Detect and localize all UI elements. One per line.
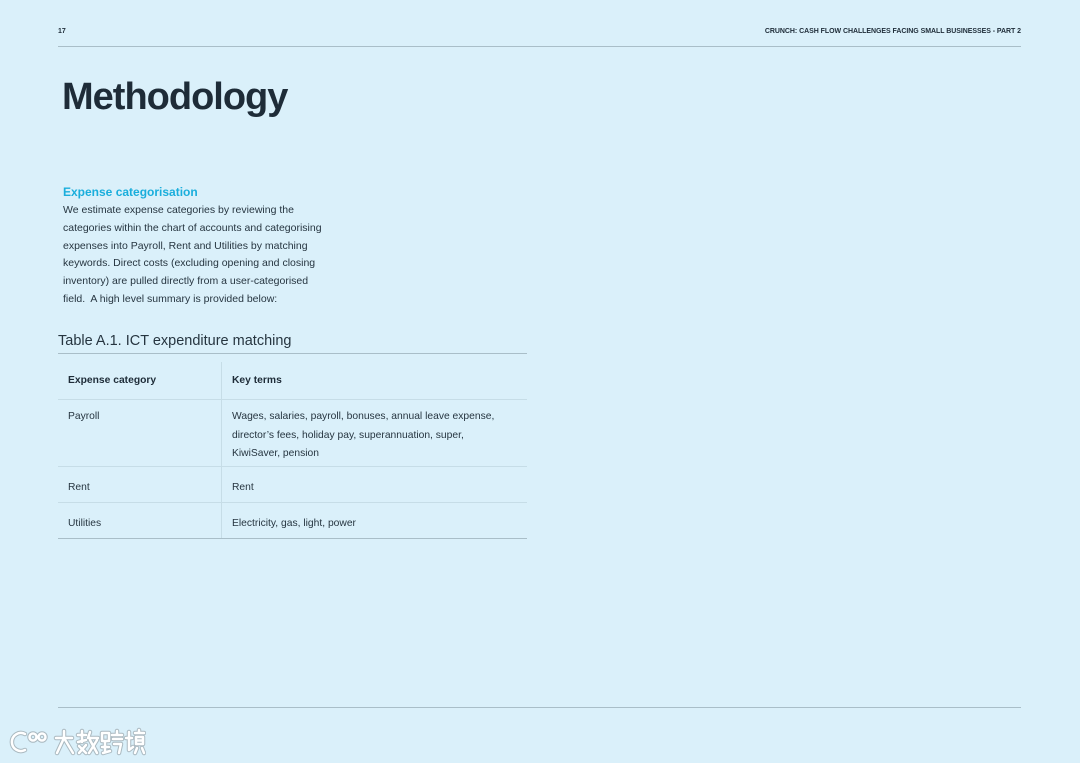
- paragraph-line: expenses into Payroll, Rent and Utilities by matching: [63, 239, 308, 252]
- paragraph-line: inventory) are pulled directly from a user-categorised: [63, 275, 309, 288]
- watermark-logo: [6, 726, 146, 760]
- paragraph-line: field. A high level summary is provided below:: [63, 292, 278, 305]
- paragraph-line: keywords. Direct costs (excluding opening and closing: [63, 257, 316, 270]
- caption-divider: [58, 353, 527, 354]
- expense-table: [58, 362, 527, 539]
- category-cell: [58, 503, 221, 534]
- key-terms-cell: [221, 503, 527, 534]
- key-terms-cell: [221, 400, 527, 464]
- page-title: Methodology: [62, 76, 288, 118]
- table-row: [58, 467, 527, 503]
- footer-divider: [58, 707, 1021, 708]
- paragraph-line: We estimate expense categories by reviewing the: [63, 204, 294, 216]
- key-terms-line: Electricity, gas, light, power: [232, 518, 356, 529]
- key-terms-line: director’s fees, holiday pay, superannuation, super,: [232, 429, 464, 441]
- key-terms-line: KiwiSaver, pension: [232, 448, 320, 459]
- running-title: CRUNCH: CASH FLOW CHALLENGES FACING SMALL BUSINESSES - PART 2: [764, 28, 1021, 35]
- table-row: [58, 400, 527, 467]
- column-header-expense-category: [58, 362, 221, 391]
- key-terms-cell: [221, 467, 527, 498]
- column-header-label: Key terms: [232, 375, 282, 386]
- category-label: Payroll: [68, 411, 100, 422]
- table-caption: Table A.1. ICT expenditure matching: [58, 333, 292, 349]
- page-number: 17: [58, 28, 66, 35]
- section-paragraph: [63, 202, 322, 309]
- section-heading: Expense categorisation: [63, 185, 198, 199]
- table-header-row: [58, 362, 527, 400]
- key-terms-line: Rent: [232, 482, 254, 493]
- header-divider: [58, 46, 1021, 47]
- category-label: Utilities: [68, 518, 102, 529]
- key-terms-line: Wages, salaries, payroll, bonuses, annual leave expense,: [232, 411, 495, 422]
- category-label: Rent: [68, 482, 90, 493]
- category-cell: [58, 467, 221, 498]
- column-header-label: Expense category: [68, 375, 157, 386]
- column-header-key-terms: [221, 362, 527, 391]
- table-row: [58, 503, 527, 539]
- paragraph-line: categories within the chart of accounts and categorising: [63, 221, 322, 234]
- category-cell: [58, 400, 221, 427]
